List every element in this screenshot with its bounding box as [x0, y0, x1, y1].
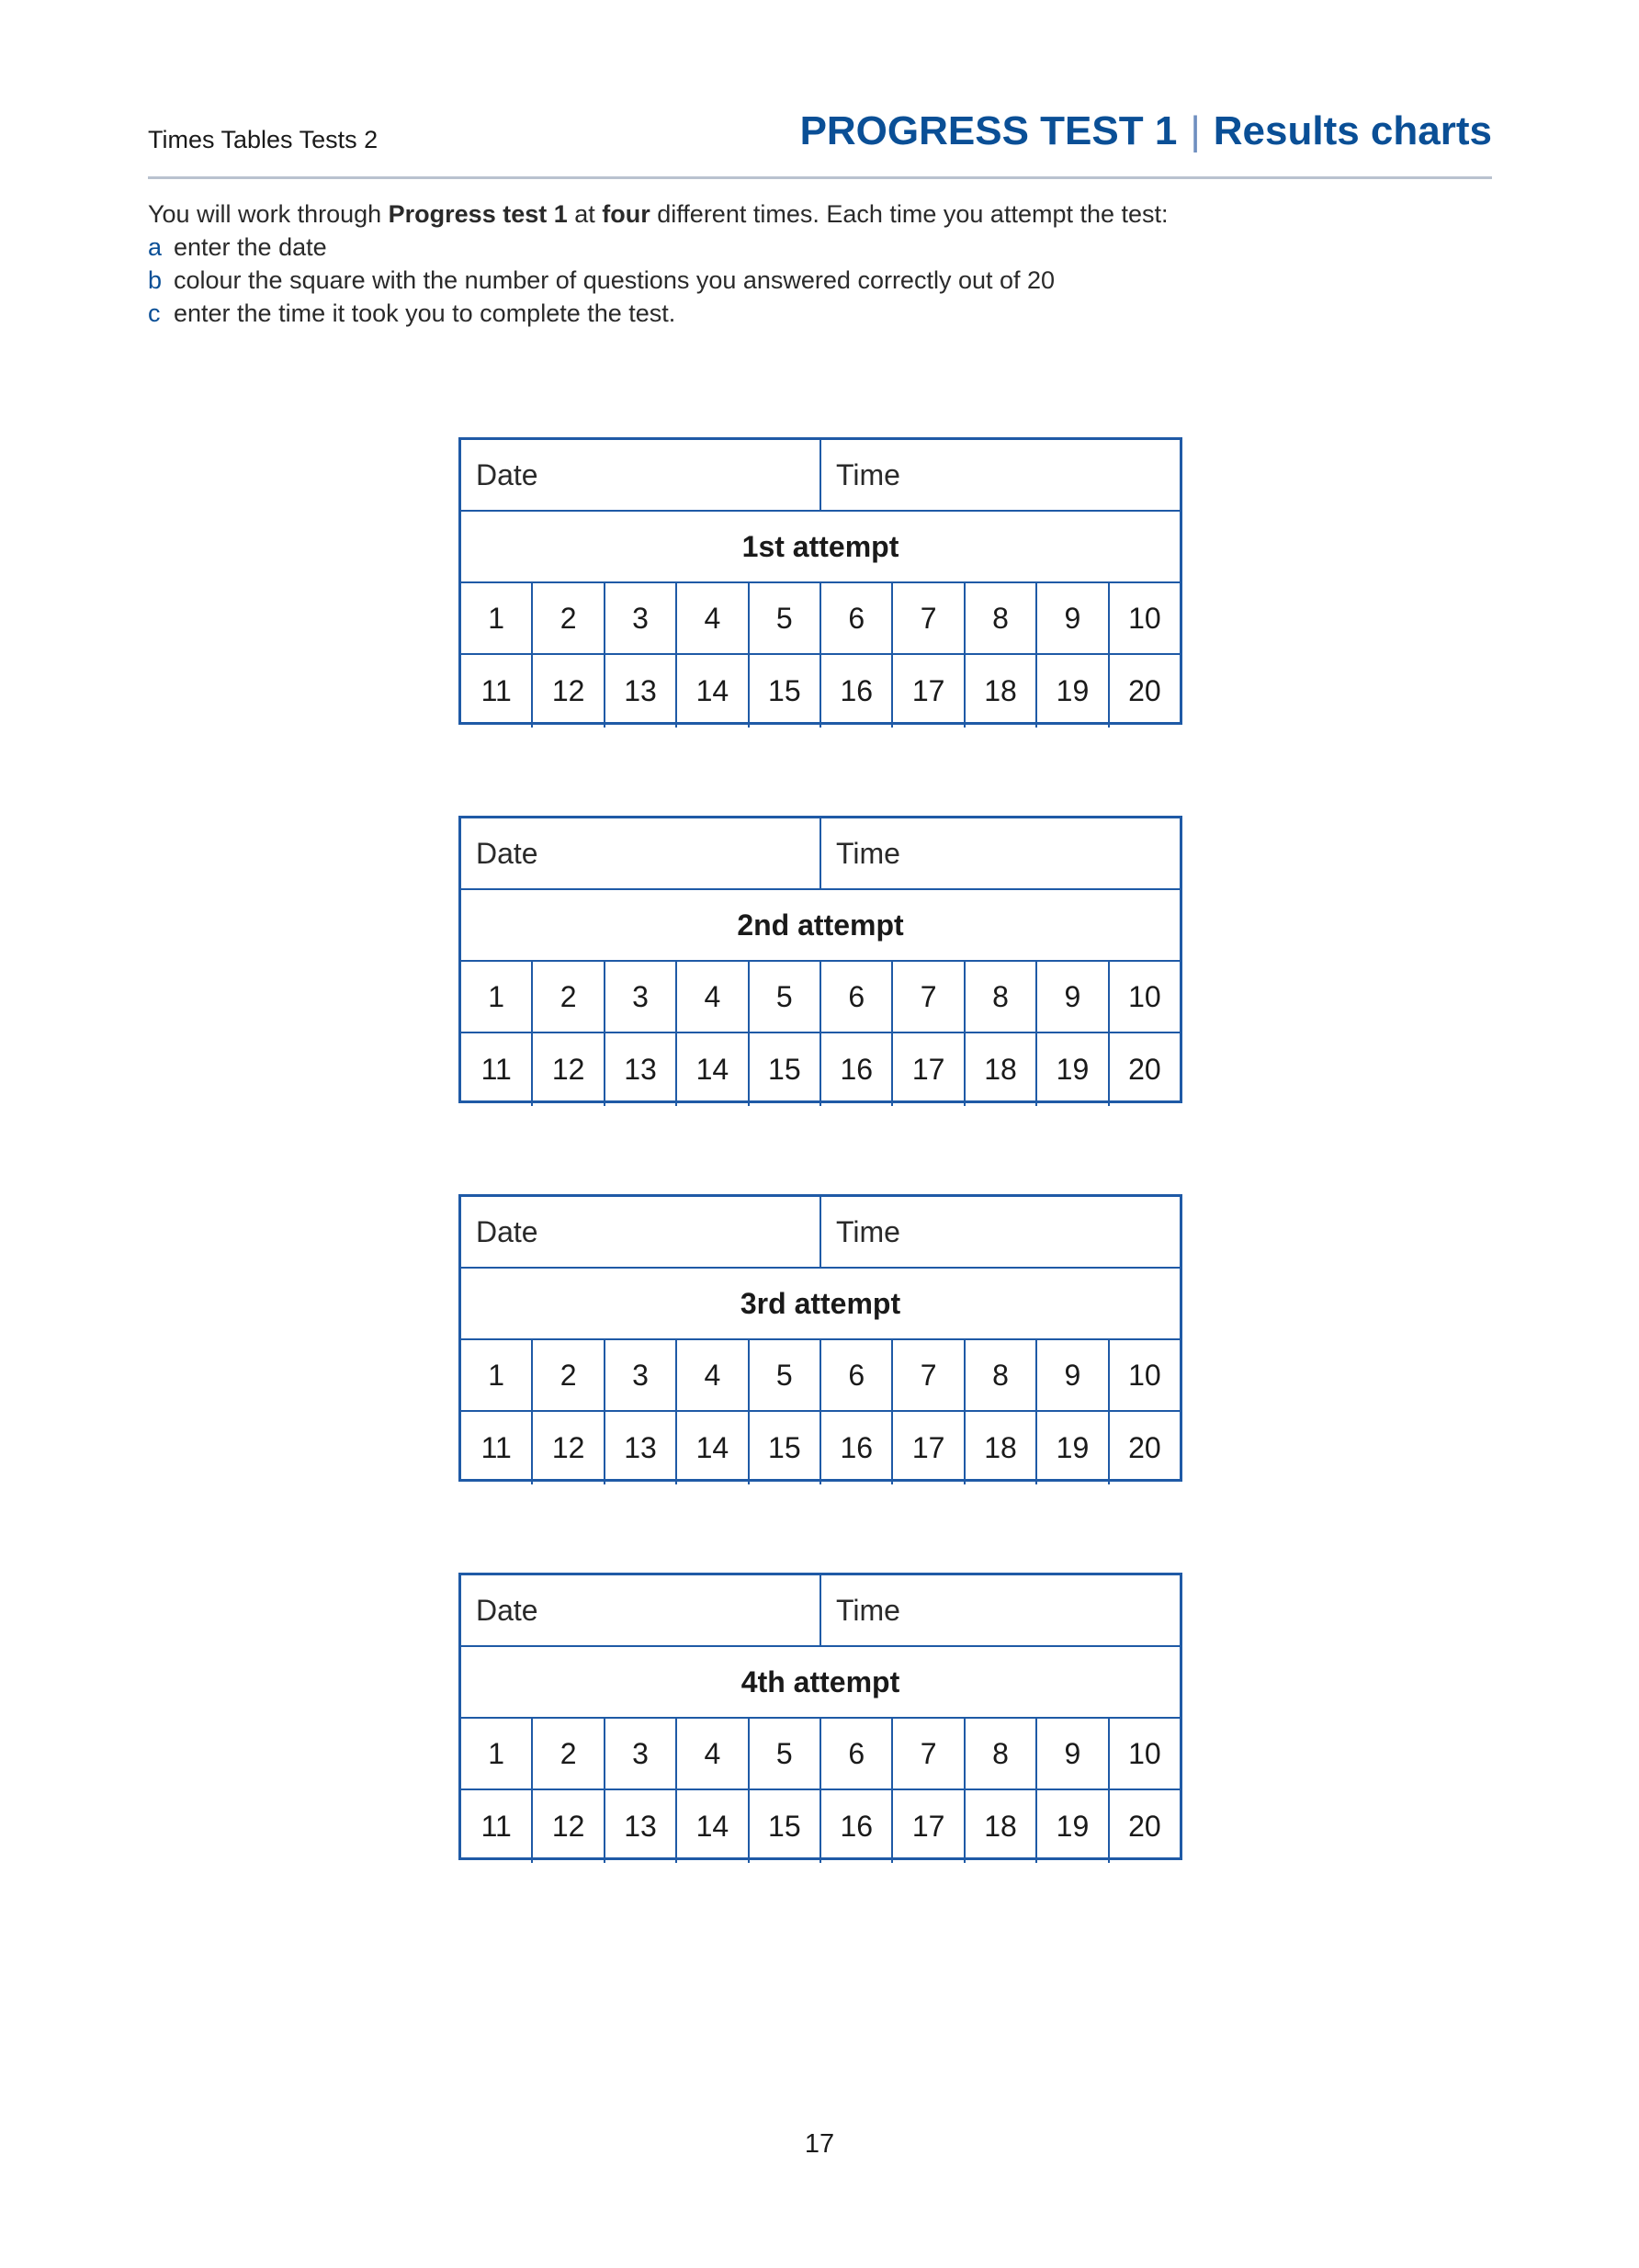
score-square[interactable]: 13	[605, 655, 677, 728]
score-square[interactable]: 17	[893, 1790, 965, 1863]
date-time-row	[461, 1197, 1180, 1269]
score-square[interactable]: 18	[966, 655, 1037, 728]
score-row	[461, 1790, 1180, 1863]
score-square[interactable]: 8	[966, 1340, 1037, 1410]
score-square[interactable]: 10	[1128, 979, 1161, 1013]
step-text: enter the time it took you to complete the test.	[174, 299, 676, 327]
score-square[interactable]: 9	[1037, 962, 1109, 1032]
score-square[interactable]: 6	[821, 1719, 893, 1788]
score-row	[461, 583, 1180, 655]
attempt-row	[461, 512, 1180, 583]
score-square[interactable]: 9	[1037, 583, 1109, 653]
score-square[interactable]: 7	[893, 1719, 965, 1788]
instructions-lead	[148, 197, 1489, 231]
attempt-label: 1st attempt	[741, 529, 899, 563]
score-square[interactable]: 18	[966, 1033, 1037, 1106]
time-field[interactable]: Time	[836, 1593, 900, 1627]
score-square[interactable]: 7	[893, 583, 965, 653]
score-square[interactable]: 14	[677, 655, 749, 728]
date-field[interactable]: Date	[461, 1197, 821, 1267]
section-subtitle: Results charts	[1213, 108, 1492, 153]
score-square[interactable]: 18	[966, 1412, 1037, 1484]
score-square[interactable]: 5	[750, 1340, 821, 1410]
score-square[interactable]: 15	[750, 1412, 821, 1484]
attempt-row	[461, 1269, 1180, 1340]
section-title: PROGRESS TEST 1	[799, 108, 1178, 153]
score-square[interactable]: 5	[750, 1719, 821, 1788]
header-rule	[148, 176, 1492, 179]
score-square[interactable]: 5	[750, 583, 821, 653]
score-square[interactable]: 6	[821, 962, 893, 1032]
score-square[interactable]: 16	[821, 1790, 893, 1863]
score-square[interactable]: 20	[1128, 674, 1161, 707]
results-chart	[458, 437, 1182, 725]
score-square[interactable]: 15	[750, 1790, 821, 1863]
score-square[interactable]: 12	[533, 1033, 605, 1106]
lead-text: You will work through	[148, 200, 389, 228]
section-heading	[800, 108, 1492, 154]
instructions	[148, 197, 1489, 330]
lead-bold-count: four	[602, 200, 650, 228]
time-field[interactable]: Time	[836, 1214, 900, 1248]
score-square[interactable]: 19	[1037, 1790, 1109, 1863]
score-square[interactable]: 19	[1037, 1033, 1109, 1106]
date-field[interactable]: Date	[461, 1575, 821, 1645]
score-square[interactable]: 2	[533, 1719, 605, 1788]
score-square[interactable]: 11	[461, 1412, 533, 1484]
score-square[interactable]: 16	[821, 655, 893, 728]
score-square[interactable]: 1	[461, 1719, 533, 1788]
attempt-row	[461, 890, 1180, 962]
score-square[interactable]: 4	[677, 962, 749, 1032]
heading-separator: |	[1190, 108, 1201, 153]
step-letter: a	[148, 233, 163, 261]
score-square[interactable]: 3	[605, 1340, 677, 1410]
score-square[interactable]: 19	[1037, 655, 1109, 728]
score-square[interactable]: 14	[677, 1033, 749, 1106]
score-square[interactable]: 20	[1128, 1431, 1161, 1464]
date-time-row	[461, 440, 1180, 512]
score-square[interactable]: 17	[893, 1412, 965, 1484]
score-square[interactable]: 17	[893, 655, 965, 728]
step-letter: b	[148, 266, 163, 294]
score-square[interactable]: 8	[966, 583, 1037, 653]
score-square[interactable]: 13	[605, 1412, 677, 1484]
step-text: enter the date	[174, 233, 327, 261]
book-title: Times Tables Tests 2	[148, 126, 379, 153]
step-text: colour the square with the number of questions you answered correctly out of 20	[174, 266, 1056, 294]
attempt-row	[461, 1647, 1180, 1719]
instruction-step	[148, 297, 1489, 330]
score-square[interactable]: 11	[461, 1033, 533, 1106]
results-chart	[458, 1194, 1182, 1482]
attempt-label: 2nd attempt	[737, 908, 904, 942]
score-square[interactable]: 15	[750, 655, 821, 728]
results-chart	[458, 1573, 1182, 1860]
score-square[interactable]: 17	[893, 1033, 965, 1106]
score-square[interactable]: 16	[821, 1033, 893, 1106]
score-square[interactable]: 3	[605, 583, 677, 653]
results-chart	[458, 816, 1182, 1103]
lead-bold-test: Progress test 1	[388, 200, 568, 228]
lead-text: different times. Each time you attempt the test:	[650, 200, 1169, 228]
score-square[interactable]: 4	[677, 583, 749, 653]
score-square[interactable]: 12	[533, 655, 605, 728]
score-square[interactable]: 7	[893, 1340, 965, 1410]
time-field[interactable]: Time	[836, 836, 900, 870]
page-number: 17	[804, 2129, 835, 2159]
date-field[interactable]: Date	[461, 818, 821, 888]
date-field[interactable]: Date	[461, 440, 821, 510]
score-square[interactable]: 10	[1128, 1736, 1161, 1770]
date-time-row	[461, 818, 1180, 890]
score-square[interactable]: 16	[821, 1412, 893, 1484]
score-row	[461, 1033, 1180, 1106]
score-square[interactable]: 9	[1037, 1340, 1109, 1410]
score-square[interactable]: 14	[677, 1790, 749, 1863]
score-square[interactable]: 14	[677, 1412, 749, 1484]
lead-text: at	[567, 200, 603, 228]
score-square[interactable]: 9	[1037, 1719, 1109, 1788]
step-letter: c	[148, 299, 161, 327]
score-square[interactable]: 12	[533, 1790, 605, 1863]
score-square[interactable]: 12	[533, 1412, 605, 1484]
score-square[interactable]: 8	[966, 962, 1037, 1032]
score-row	[461, 655, 1180, 728]
score-square[interactable]: 4	[677, 1340, 749, 1410]
time-field[interactable]: Time	[836, 457, 900, 491]
score-square[interactable]: 1	[461, 962, 533, 1032]
score-row	[461, 1340, 1180, 1412]
score-square[interactable]: 10	[1128, 601, 1161, 635]
score-square[interactable]: 20	[1128, 1810, 1161, 1843]
score-square[interactable]: 3	[605, 1719, 677, 1788]
score-square[interactable]: 2	[533, 1340, 605, 1410]
date-time-row	[461, 1575, 1180, 1647]
score-square[interactable]: 2	[533, 962, 605, 1032]
score-square[interactable]: 1	[461, 1340, 533, 1410]
score-square[interactable]: 5	[750, 962, 821, 1032]
score-square[interactable]: 11	[461, 1790, 533, 1863]
score-square[interactable]: 3	[605, 962, 677, 1032]
score-square[interactable]: 13	[605, 1033, 677, 1106]
score-square[interactable]: 7	[893, 962, 965, 1032]
score-square[interactable]: 8	[966, 1719, 1037, 1788]
score-square[interactable]: 6	[821, 583, 893, 653]
instruction-step	[148, 231, 1489, 264]
score-square[interactable]: 19	[1037, 1412, 1109, 1484]
score-square[interactable]: 18	[966, 1790, 1037, 1863]
attempt-label: 4th attempt	[740, 1664, 900, 1698]
score-square[interactable]: 20	[1128, 1053, 1161, 1086]
score-square[interactable]: 13	[605, 1790, 677, 1863]
score-square[interactable]: 1	[461, 583, 533, 653]
score-row	[461, 962, 1180, 1033]
instruction-step	[148, 264, 1489, 297]
score-square[interactable]: 15	[750, 1033, 821, 1106]
score-square[interactable]: 10	[1128, 1358, 1161, 1392]
score-square[interactable]: 11	[461, 655, 533, 728]
attempt-label: 3rd attempt	[740, 1286, 901, 1320]
score-square[interactable]: 4	[677, 1719, 749, 1788]
score-square[interactable]: 6	[821, 1340, 893, 1410]
score-square[interactable]: 2	[533, 583, 605, 653]
score-row	[461, 1719, 1180, 1790]
score-row	[461, 1412, 1180, 1484]
